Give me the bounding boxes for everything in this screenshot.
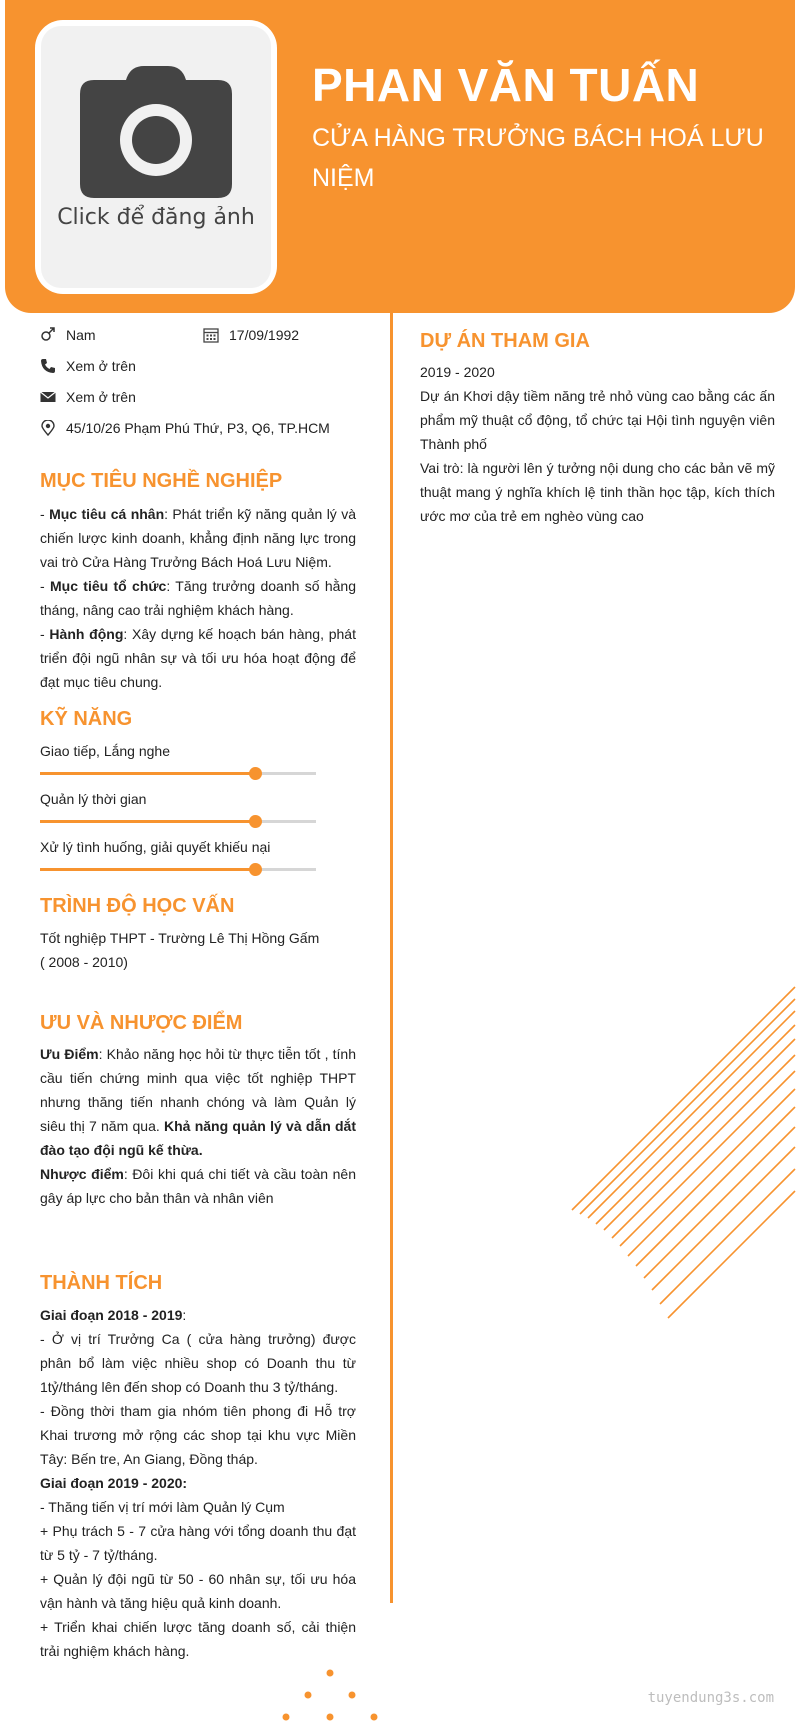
skill-fill [40,772,255,775]
skill-fill [40,820,255,823]
objective-item: - Hành động: Xây dựng kế hoạch bán hàng, phát triển đội ngũ nhân sự và tối ưu hóa hoạt động để đạt mục tiêu chung. [40,626,356,690]
skill-name: Giao tiếp, Lắng nghe [40,743,170,759]
objective-desc: : Phát triển kỹ năng quản lý và chiến lược kinh doanh, khẳng định năng lực trong vai trò Cửa Hàng Trưởng Bách Hoá Lưu Niệm. [40,506,356,570]
skill-bar [40,820,316,823]
achievement-item: + Triển khai chiến lược tăng doanh số, cải thiện trải nghiệm khách hàng. [40,1619,356,1659]
pros-cons-title: ƯU VÀ NHƯỢC ĐIỂM [40,1012,243,1034]
skill-name: Xử lý tình huống, giải quyết khiếu nại [40,839,271,855]
gender-value: Nam [66,327,96,343]
objective-item: - Mục tiêu tổ chức: Tăng trưởng doanh số hằng tháng, nâng cao trải nghiệm khách hàng. [40,578,356,618]
location-pin-icon [40,420,56,436]
achievement-item: - Đồng thời tham gia nhóm tiên phong đi Hỗ trợ Khai trương mở rộng các shop tại khu vực Miền Tây: Bến tre, An Giang, Đồng tháp. [40,1403,356,1467]
phone-row [40,354,136,378]
column-divider [390,313,393,1603]
pros-paragraph [40,1042,356,1162]
education-school: Tốt nghiệp THPT - Trường Lê Thị Hồng Gấm [40,930,320,946]
period-heading: Giai đoạn 2018 - 2019: [40,1307,187,1323]
cons-desc: : Đôi khi quá chi tiết và cầu toàn nên gây áp lực cho bản thân và nhân viên [40,1166,356,1206]
skill-bar [40,868,316,871]
email-value: Xem ở trên [66,389,136,405]
objective-desc: : Tăng trưởng doanh số hằng tháng, nâng cao trải nghiệm khách hàng. [40,578,356,618]
gender-row [40,323,96,347]
project-role: Vai trò: là người lên ý tưởng nội dung cho các bản vẽ mỹ thuật mang ý nghĩa khích lệ tinh thần học tập, kích thích ước mơ của trẻ em nghèo vùng cao [420,460,775,524]
education-text [40,926,356,974]
objective-label: Mục tiêu cá nhân [49,506,165,522]
project-description: Dự án Khơi dậy tiềm năng trẻ nhỏ vùng cao bằng các ấn phẩm mỹ thuật cổ động, tổ chức tại Hội tình nguyện viên Thành phố [420,388,775,452]
skill-fill [40,868,255,871]
objective-label: Hành động [49,626,124,642]
decorative-dots [275,1668,385,1723]
calendar-icon [203,327,219,343]
projects-text [420,360,775,528]
candidate-name: PHAN VĂN TUẤN [312,59,700,111]
camera-icon[interactable] [78,62,234,202]
email-icon [40,389,56,405]
education-title: TRÌNH ĐỘ HỌC VẤN [40,895,235,917]
photo-upload-label[interactable]: Click để đăng ảnh [57,205,255,230]
achievement-item: - Ở vị trí Trưởng Ca ( cửa hàng trưởng) được phân bổ làm việc nhiều shop có Doanh thu từ 1tỷ/tháng lên đến shop có Doanh thu 3 tỷ/tháng. [40,1331,356,1395]
education-years: ( 2008 - 2010) [40,954,128,970]
skill-bar [40,772,316,775]
address-value: 45/10/26 Phạm Phú Thứ, P3, Q6, TP.HCM [66,420,330,436]
decorative-diagonal-lines [570,985,800,1320]
birthday-value: 17/09/1992 [229,327,300,343]
gender-icon [40,327,56,343]
objective-title: MỤC TIÊU NGHỀ NGHIỆP [40,470,283,492]
objective-item: - Mục tiêu cá nhân: Phát triển kỹ năng quản lý và chiến lược kinh doanh, khẳng định năng lực trong vai trò Cửa Hàng Trưởng Bách Hoá Lưu Niệm. [40,506,356,570]
pros-highlight: Khả năng quản lý và dẫn dắt đào tạo đội ngũ kế thừa. [40,1118,357,1158]
achievements-text [40,1303,356,1663]
period-heading: Giai đoạn 2019 - 2020: [40,1475,188,1491]
project-years: 2019 - 2020 [420,364,495,380]
achievement-item: - Thăng tiến vị trí mới làm Quản lý Cụm [40,1499,285,1515]
skills-title: KỸ NĂNG [40,708,133,730]
skill-slider-handle[interactable] [249,767,262,780]
birthday-row [203,323,299,347]
pros-cons-text [40,1042,356,1210]
objective-text [40,502,356,694]
cons-label: Nhược điểm [40,1166,124,1182]
watermark: tuyendung3s.com [647,1690,774,1706]
phone-value: Xem ở trên [66,358,136,374]
pros-label: Ưu Điểm [40,1046,99,1062]
skill-slider-handle[interactable] [249,863,262,876]
skill-name: Quản lý thời gian [40,791,147,807]
phone-icon [40,358,56,374]
address-row [40,416,330,440]
skill-slider-handle[interactable] [249,815,262,828]
objective-desc: : Xây dựng kế hoạch bán hàng, phát triển đội ngũ nhân sự và tối ưu hóa hoạt động để đạt mục tiêu chung. [40,626,356,690]
achievement-item: + Quản lý đội ngũ từ 50 - 60 nhân sự, tối ưu hóa vận hành và tăng hiệu quả kinh doanh. [40,1571,356,1611]
cons-paragraph [40,1162,356,1210]
achievement-item: + Phụ trách 5 - 7 cửa hàng với tổng doanh thu đạt từ 5 tỷ - 7 tỷ/tháng. [40,1523,356,1563]
pros-desc: : Khảo năng học hỏi từ thực tiễn tốt , tính cầu tiến chứng minh qua việc tốt nghiệp THPT nhưng thăng tiến nhanh chóng và làm Quản lý siêu thị 7 năm qua. [40,1046,356,1134]
candidate-position: CỬA HÀNG TRƯỞNG BÁCH HOÁ LƯU NIỆM [312,124,764,192]
objective-label: Mục tiêu tổ chức [49,578,167,594]
achievements-title: THÀNH TÍCH [40,1272,163,1294]
projects-title: DỰ ÁN THAM GIA [420,330,590,352]
email-row [40,385,136,409]
